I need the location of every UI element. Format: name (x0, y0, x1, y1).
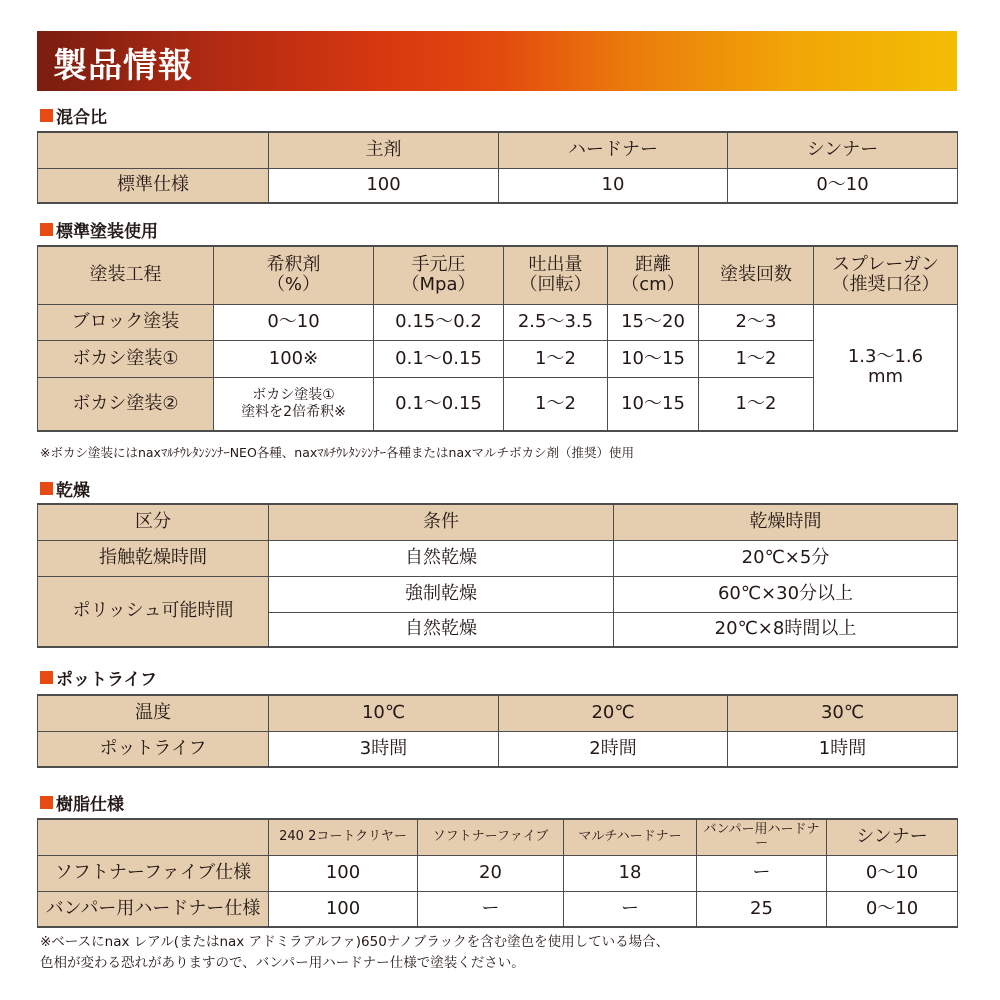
product-info-banner (37, 31, 957, 91)
cell: 0.15〜0.2 (374, 304, 504, 340)
header-cell: 20℃ (499, 695, 728, 731)
cell: ー (564, 891, 697, 927)
table-row (38, 540, 958, 576)
cell: 20℃×8時間以上 (614, 612, 958, 647)
cell: 0.1〜0.15 (374, 340, 504, 377)
cell: 20℃×5分 (614, 540, 958, 576)
cell: 10〜15 (608, 377, 699, 431)
cell: 3時間 (269, 731, 499, 767)
cell: 0.1〜0.15 (374, 377, 504, 431)
header-cell: 距離 （cm） (608, 246, 699, 304)
header-cell: 乾燥時間 (614, 504, 958, 540)
row-label: ボカシ塗装① (38, 340, 214, 377)
row-label: ポットライフ (38, 731, 269, 767)
cell: 15〜20 (608, 304, 699, 340)
row-label: 標準仕様 (38, 168, 269, 203)
header-cell (38, 819, 269, 855)
header-cell: 10℃ (269, 695, 499, 731)
cell: 100 (269, 168, 499, 203)
cell: 1〜2 (699, 340, 814, 377)
header-cell: スプレーガン （推奨口径） (814, 246, 958, 304)
table-header-row (38, 819, 958, 855)
header-cell (38, 132, 269, 168)
row-label: バンパー用ハードナー仕様 (38, 891, 269, 927)
section-title-pot-life: ポットライフ (40, 666, 157, 688)
header-cell: 主剤 (269, 132, 499, 168)
section-square-icon (40, 482, 53, 495)
table-row (38, 576, 958, 612)
section-title-drying: 乾燥 (40, 477, 90, 499)
page-title: 製品情報 (53, 46, 193, 86)
header-cell: 温度 (38, 695, 269, 731)
header-cell: 塗装工程 (38, 246, 214, 304)
cell: 0〜10 (827, 891, 958, 927)
section-square-icon (40, 796, 53, 809)
mix-ratio-table (37, 131, 958, 204)
table-header-row (38, 695, 958, 731)
cell: 1〜2 (504, 340, 608, 377)
bokashi-note: ※ボカシ塗装にはnaxﾏﾙﾁｳﾚﾀﾝｼﾝﾅｰNEO各種、naxﾏﾙﾁｳﾚﾀﾝｼﾝﾅｰ各種またはnaxマルチボカシ剤（推奨）使用 (40, 445, 635, 460)
cell: ー (418, 891, 564, 927)
resin-note-line: 色相が変わる恐れがありますので、バンパー用ハードナー仕様で塗装ください。 (40, 955, 525, 971)
pot-life-table (37, 694, 958, 768)
standard-painting-table (37, 245, 958, 432)
row-label: 指触乾燥時間 (38, 540, 269, 576)
table-header-row (38, 132, 958, 168)
row-label: ブロック塗装 (38, 304, 214, 340)
header-cell: マルチハードナー (564, 819, 697, 855)
cell: 100 (269, 891, 418, 927)
row-label: ボカシ塗装② (38, 377, 214, 431)
row-label: ソフトナーファイブ仕様 (38, 855, 269, 891)
header-cell: 吐出量 （回転） (504, 246, 608, 304)
drying-table (37, 503, 958, 648)
table-row (38, 891, 958, 927)
cell: 10 (499, 168, 728, 203)
resin-note (40, 932, 669, 974)
header-cell: シンナー (827, 819, 958, 855)
cell: 10〜15 (608, 340, 699, 377)
section-square-icon (40, 109, 53, 122)
cell: 100 (269, 855, 418, 891)
cell: 1〜2 (504, 377, 608, 431)
table-row (38, 304, 958, 340)
cell: 25 (697, 891, 827, 927)
cell: 0〜10 (827, 855, 958, 891)
header-cell: 240 2コートクリヤー (269, 819, 418, 855)
cell: 0〜10 (728, 168, 958, 203)
cell: 1〜2 (699, 377, 814, 431)
table-row (38, 731, 958, 767)
spray-gun-cell: 1.3〜1.6 mm (814, 304, 958, 431)
cell: 20 (418, 855, 564, 891)
cell: 2〜3 (699, 304, 814, 340)
table-row (38, 855, 958, 891)
header-cell: 区分 (38, 504, 269, 540)
section-title-mix-ratio: 混合比 (40, 104, 107, 126)
header-cell: バンパー用ハードナー (697, 819, 827, 855)
cell: 自然乾燥 (269, 612, 614, 647)
cell: 1時間 (728, 731, 958, 767)
header-cell: 手元圧 （Mpa） (374, 246, 504, 304)
table-row (38, 168, 958, 203)
row-label: ポリッシュ可能時間 (38, 576, 269, 647)
section-square-icon (40, 223, 53, 236)
cell: 2時間 (499, 731, 728, 767)
cell: 0〜10 (214, 304, 374, 340)
header-cell: シンナー (728, 132, 958, 168)
header-cell: 条件 (269, 504, 614, 540)
cell: ボカシ塗装① 塗料を2倍希釈※ (214, 377, 374, 431)
header-cell: 塗装回数 (699, 246, 814, 304)
resin-spec-table (37, 818, 958, 928)
cell: 18 (564, 855, 697, 891)
header-cell: ソフトナーファイブ (418, 819, 564, 855)
section-title-standard-painting: 標準塗装使用 (40, 218, 158, 240)
header-cell: 30℃ (728, 695, 958, 731)
cell: ー (697, 855, 827, 891)
header-cell: ハードナー (499, 132, 728, 168)
cell: 2.5〜3.5 (504, 304, 608, 340)
header-cell: 希釈剤 （%） (214, 246, 374, 304)
table-header-row (38, 504, 958, 540)
section-title-resin: 樹脂仕様 (40, 791, 124, 813)
section-square-icon (40, 671, 53, 684)
cell: 自然乾燥 (269, 540, 614, 576)
resin-note-line: ※ベースにnax レアル(またはnax アドミラアルファ)650ナノブラックを含む塗色を使用している場合、 (40, 934, 670, 950)
cell: 100※ (214, 340, 374, 377)
cell: 60℃×30分以上 (614, 576, 958, 612)
table-header-row (38, 246, 958, 304)
cell: 強制乾燥 (269, 576, 614, 612)
